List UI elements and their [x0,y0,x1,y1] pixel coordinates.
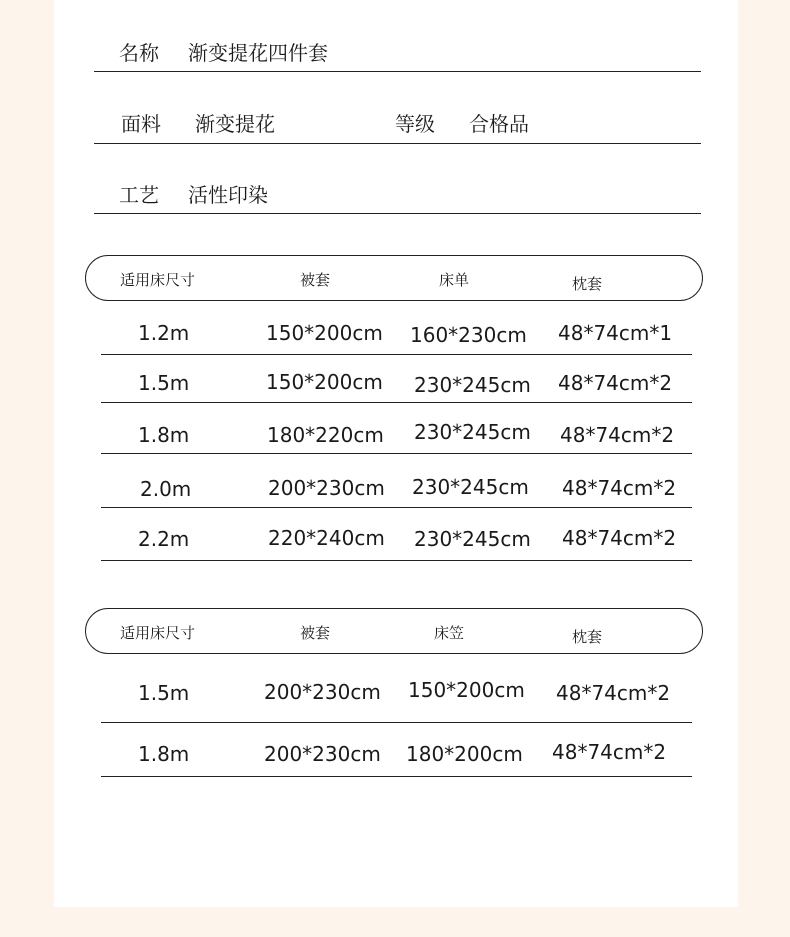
sheet-cell: 230*245cm [412,475,529,499]
table2-header [85,608,703,654]
spec-row-fabric [94,112,701,144]
duvet-cell: 180*220cm [267,423,384,447]
duvet-cell: 220*240cm [268,526,385,550]
size-cell: 2.2m [138,527,190,551]
table-row [101,420,692,454]
fabric-value: 渐变提花 [195,112,275,136]
spec-row-name [94,41,701,72]
table2-header-size: 适用床尺寸 [120,624,196,642]
name-value: 渐变提花四件套 [188,41,328,65]
sheet-cell: 160*230cm [410,323,527,347]
table1-header [85,255,703,301]
name-label: 名称 [119,41,159,65]
size-cell: 2.0m [140,477,192,501]
size-cell: 1.8m [138,423,190,447]
pillowcase-cell: 48*74cm*2 [556,681,671,705]
pillowcase-cell: 48*74cm*2 [552,740,667,764]
table-row [101,740,692,777]
table-row [101,526,692,561]
duvet-cell: 200*230cm [268,476,385,500]
pillowcase-cell: 48*74cm*2 [560,423,675,447]
table1-header-size: 适用床尺寸 [120,271,196,289]
sheet-cell: 230*245cm [414,527,531,551]
fitted-sheet-cell: 180*200cm [406,742,523,766]
craft-value: 活性印染 [188,183,268,207]
sheet-cell: 230*245cm [414,373,531,397]
fabric-label: 面料 [121,112,161,136]
table-row [101,321,692,355]
fitted-sheet-cell: 150*200cm [408,678,525,702]
table-row [101,370,692,403]
size-cell: 1.8m [138,742,190,766]
pillowcase-cell: 48*74cm*1 [558,321,673,345]
pillowcase-cell: 48*74cm*2 [562,476,677,500]
table1-header-sheet: 床单 [439,271,470,289]
grade-label: 等级 [395,112,435,136]
duvet-cell: 150*200cm [266,370,383,394]
duvet-cell: 150*200cm [266,321,383,345]
table-row [101,475,692,508]
table1-header-pillowcase: 枕套 [572,275,603,293]
grade-value: 合格品 [469,112,529,136]
duvet-cell: 200*230cm [264,680,381,704]
table2-header-fitted-sheet: 床笠 [434,624,465,642]
spec-row-craft [94,183,701,214]
size-cell: 1.5m [138,681,190,705]
table1-header-duvet: 被套 [300,271,331,289]
craft-label: 工艺 [119,183,159,207]
size-cell: 1.5m [138,371,190,395]
table2-header-pillowcase: 枕套 [572,628,603,646]
size-cell: 1.2m [138,321,190,345]
sheet-cell: 230*245cm [414,420,531,444]
table2-header-duvet: 被套 [300,624,331,642]
pillowcase-cell: 48*74cm*2 [558,371,673,395]
table-row [101,678,692,723]
pillowcase-cell: 48*74cm*2 [562,526,677,550]
duvet-cell: 200*230cm [264,742,381,766]
